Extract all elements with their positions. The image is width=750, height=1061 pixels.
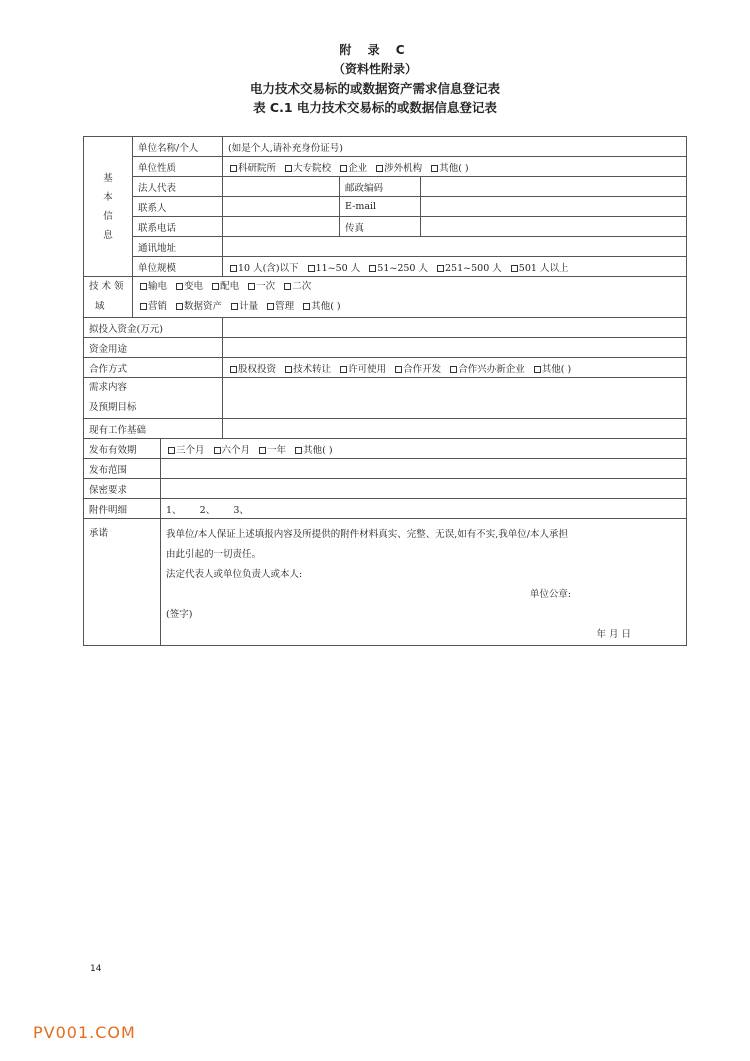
document-title: 电力技术交易标的或数据资产需求信息登记表 (249, 81, 500, 96)
table-row (84, 459, 687, 479)
checkbox-option[interactable]: 合作开发 (393, 364, 441, 375)
fax-field[interactable] (421, 217, 687, 237)
secrecy-field[interactable] (161, 479, 687, 499)
checkbox-icon[interactable] (340, 366, 347, 373)
checkbox-icon[interactable] (376, 165, 383, 172)
checkbox-icon[interactable] (303, 303, 310, 310)
legal-rep-field[interactable] (223, 177, 340, 197)
checkbox-icon[interactable] (231, 303, 238, 310)
checkbox-icon[interactable] (176, 283, 183, 290)
checkbox-icon[interactable] (230, 366, 237, 373)
checkbox-option[interactable]: 251~500 人 (435, 263, 502, 274)
checkbox-option[interactable]: 其他( ) (293, 445, 332, 456)
checkbox-option[interactable]: 科研院所 (228, 163, 276, 174)
table-row (84, 499, 687, 519)
basis-field[interactable] (223, 419, 687, 439)
checkbox-option[interactable]: 51~250 人 (367, 263, 428, 274)
checkbox-option[interactable]: 11~50 人 (306, 263, 361, 274)
contact-label: 联系人 (133, 197, 223, 217)
fund-use-field[interactable] (223, 338, 687, 358)
scope-field[interactable] (161, 459, 687, 479)
promise-text-block (161, 519, 687, 646)
checkbox-option[interactable]: 三个月 (166, 445, 205, 456)
checkbox-option[interactable]: 许可使用 (338, 364, 386, 375)
table-row (84, 479, 687, 499)
checkbox-icon[interactable] (395, 366, 402, 373)
checkbox-icon[interactable] (212, 283, 219, 290)
address-field[interactable] (223, 237, 687, 257)
table-row (84, 318, 687, 338)
table-row (84, 439, 687, 459)
unit-type-label: 单位性质 (133, 157, 223, 177)
coop-label: 合作方式 (84, 358, 223, 378)
checkbox-option[interactable]: 管理 (265, 301, 294, 312)
checkbox-option[interactable]: 配电 (210, 281, 239, 292)
checkbox-icon[interactable] (437, 265, 444, 272)
table-row (84, 358, 687, 378)
promise-line: 法定代表人或单位负责人或本人: (166, 569, 303, 580)
checkbox-icon[interactable] (230, 265, 237, 272)
fund-use-label: 资金用途 (84, 338, 223, 358)
appendix-heading: 附 录 C (339, 43, 411, 57)
contact-field[interactable] (223, 197, 340, 217)
informative-heading: （资料性附录） (332, 62, 417, 76)
coop-options (223, 358, 687, 378)
attachments-field[interactable]: 1、 2、 3、 (161, 499, 687, 519)
checkbox-icon[interactable] (295, 447, 302, 454)
checkbox-option[interactable]: 其他( ) (301, 301, 340, 312)
scope-label: 发布范围 (84, 459, 161, 479)
checkbox-icon[interactable] (176, 303, 183, 310)
table-row (84, 217, 687, 237)
registration-form-table (83, 136, 687, 646)
table-row (84, 277, 687, 318)
checkbox-icon[interactable] (285, 366, 292, 373)
checkbox-option[interactable]: 其他( ) (532, 364, 571, 375)
checkbox-icon[interactable] (168, 447, 175, 454)
validity-label: 发布有效期 (84, 439, 161, 459)
attachments-label: 附件明细 (84, 499, 161, 519)
secrecy-label: 保密要求 (84, 479, 161, 499)
date-label: 年 月 日 (596, 629, 632, 640)
checkbox-option[interactable]: 营销 (138, 301, 167, 312)
table-row (84, 419, 687, 439)
table-row (84, 237, 687, 257)
checkbox-icon[interactable] (534, 366, 541, 373)
checkbox-icon[interactable] (284, 283, 291, 290)
checkbox-option[interactable]: 六个月 (212, 445, 251, 456)
checkbox-option[interactable]: 输电 (138, 281, 167, 292)
checkbox-icon[interactable] (511, 265, 518, 272)
validity-options (161, 439, 687, 459)
checkbox-icon[interactable] (285, 165, 292, 172)
checkbox-option[interactable]: 企业 (338, 163, 367, 174)
checkbox-option[interactable]: 合作兴办新企业 (448, 364, 525, 375)
checkbox-icon[interactable] (230, 165, 237, 172)
unit-name-field[interactable]: (如是个人,请补充身份证号) (223, 137, 687, 157)
email-field[interactable] (421, 197, 687, 217)
checkbox-icon[interactable] (308, 265, 315, 272)
email-label: E-mail (340, 197, 421, 217)
table-row (84, 157, 687, 177)
watermark-text: PV001.COM (33, 1023, 136, 1042)
basic-info-group-label: 基 本 信 息 (84, 137, 133, 277)
page-number: 14 (90, 964, 102, 974)
promise-label: 承诺 (84, 519, 161, 646)
postcode-field[interactable] (421, 177, 687, 197)
table-row (84, 177, 687, 197)
basis-label: 现有工作基础 (84, 419, 223, 439)
checkbox-icon[interactable] (450, 366, 457, 373)
table-row (84, 338, 687, 358)
needs-field[interactable] (223, 378, 687, 419)
checkbox-option[interactable]: 一次 (246, 281, 275, 292)
sign-label: (签字) (166, 609, 193, 620)
checkbox-option[interactable]: 股权投资 (228, 364, 276, 375)
checkbox-icon[interactable] (140, 283, 147, 290)
address-label: 通讯地址 (133, 237, 223, 257)
checkbox-icon[interactable] (431, 165, 438, 172)
checkbox-option[interactable]: 二次 (282, 281, 311, 292)
table-row (84, 378, 687, 419)
checkbox-option[interactable]: 一年 (257, 445, 286, 456)
unit-name-label: 单位名称/个人 (133, 137, 223, 157)
table-row (84, 137, 687, 157)
checkbox-icon[interactable] (267, 303, 274, 310)
promise-line: 由此引起的一切责任。 (166, 549, 262, 560)
checkbox-icon[interactable] (259, 447, 266, 454)
checkbox-option[interactable]: 数据资产 (174, 301, 222, 312)
checkbox-option[interactable]: 技术转让 (283, 364, 331, 375)
unit-type-options (223, 157, 687, 177)
table-row (84, 257, 687, 277)
fax-label: 传真 (340, 217, 421, 237)
checkbox-option[interactable]: 其他( ) (429, 163, 468, 174)
phone-field[interactable] (223, 217, 340, 237)
scale-options (223, 257, 687, 277)
table-title: 表 C.1 电力技术交易标的或数据信息登记表 (253, 100, 497, 115)
checkbox-option[interactable]: 大专院校 (283, 163, 331, 174)
tech-field-label: 技 术 领 域 (84, 277, 133, 318)
checkbox-icon[interactable] (340, 165, 347, 172)
legal-rep-label: 法人代表 (133, 177, 223, 197)
scale-label: 单位规模 (133, 257, 223, 277)
seal-label: 单位公章: (529, 589, 572, 600)
checkbox-option[interactable]: 10 人(含)以下 (228, 263, 299, 274)
checkbox-option[interactable]: 计量 (229, 301, 258, 312)
table-row (84, 519, 687, 646)
checkbox-option[interactable]: 涉外机构 (374, 163, 422, 174)
investment-field[interactable] (223, 318, 687, 338)
checkbox-icon[interactable] (248, 283, 255, 290)
promise-line: 我单位/本人保证上述填报内容及所提供的附件材料真实、完整、无误,如有不实,我单位/本人承担 (166, 529, 568, 540)
checkbox-option[interactable]: 501 人以上 (509, 263, 569, 274)
checkbox-option[interactable]: 变电 (174, 281, 203, 292)
needs-label: 需求内容 及预期目标 (84, 378, 223, 419)
checkbox-icon[interactable] (214, 447, 221, 454)
investment-label: 拟投入资金(万元) (84, 318, 223, 338)
table-row (84, 197, 687, 217)
postcode-label: 邮政编码 (340, 177, 421, 197)
checkbox-icon[interactable] (140, 303, 147, 310)
phone-label: 联系电话 (133, 217, 223, 237)
checkbox-icon[interactable] (369, 265, 376, 272)
tech-field-options (133, 277, 687, 318)
